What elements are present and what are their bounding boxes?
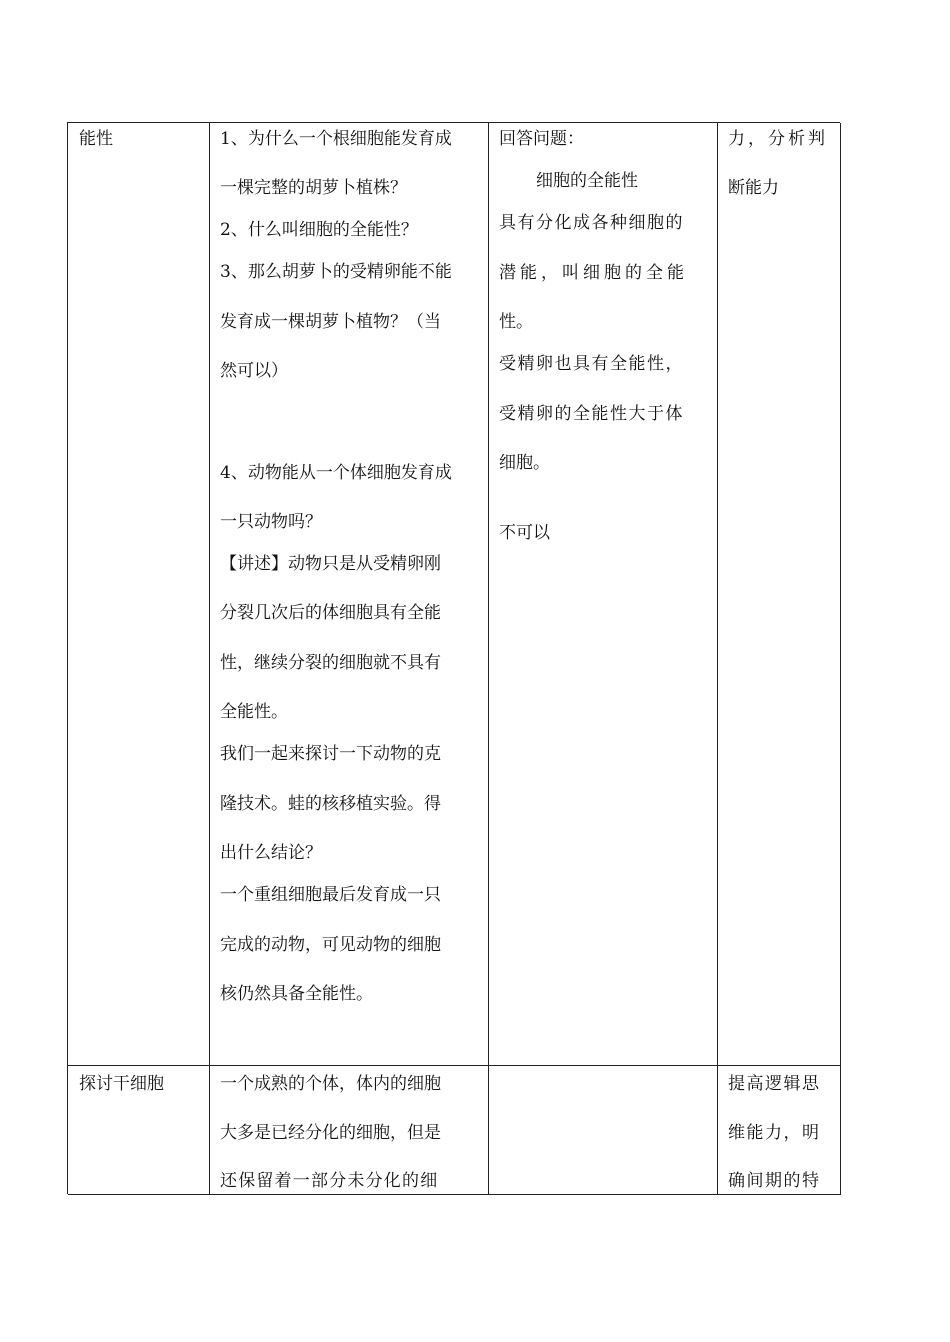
question-line: 全能性。 [220, 702, 288, 722]
student-activity-cell [489, 123, 718, 1066]
topic-text: 能性 [79, 129, 113, 149]
student-activity-cell [489, 1066, 718, 1195]
teacher-activity-cell [210, 1066, 489, 1195]
question-line: 一棵完整的胡萝卜植株？ [220, 178, 407, 198]
answer-line: 潜能，叫细胞的全能 [499, 263, 688, 283]
goal-line: 维能力，明 [728, 1123, 821, 1143]
answer-line: 受精卵的全能性大于体 [499, 404, 684, 424]
question-line: 2、什么叫细胞的全能性？ [220, 220, 418, 240]
question-line: 1、为什么一个根细胞能发育成 [220, 129, 452, 149]
question-line: 一只动物吗？ [220, 512, 322, 532]
goal-line: 确间期的特 [728, 1171, 821, 1191]
topic-cell [68, 1066, 210, 1195]
design-intent-cell [718, 1066, 841, 1195]
question-line: 完成的动物，可见动物的细胞 [220, 935, 441, 955]
answer-line: 具有分化成各种细胞的 [499, 213, 684, 233]
answer-line: 回答问题： [499, 129, 584, 149]
question-line: 【讲述】动物只是从受精卵刚 [220, 554, 441, 574]
question-line: 隆技术。蛙的核移植实验。得 [220, 794, 441, 814]
content-line: 大多是已经分化的细胞，但是 [220, 1123, 441, 1143]
topic-cell [68, 123, 210, 1066]
design-intent-cell [718, 123, 841, 1066]
answer-line: 性。 [499, 312, 533, 332]
goal-line: 力，分析判 [728, 129, 828, 149]
answer-line: 细胞。 [499, 453, 550, 473]
lesson-plan-table [67, 122, 840, 1194]
goal-line: 断能力 [728, 178, 779, 198]
answer-line: 细胞的全能性 [536, 171, 638, 191]
question-line: 3、那么胡萝卜的受精卵能不能 [220, 262, 452, 282]
question-line: 性，继续分裂的细胞就不具有 [220, 653, 441, 673]
topic-text: 探讨干细胞 [79, 1074, 164, 1094]
content-line: 还保留着一部分未分化的细 [220, 1171, 439, 1191]
question-line: 出什么结论？ [220, 843, 322, 863]
answer-line: 不可以 [499, 523, 550, 543]
answer-line: 受精卵也具有全能性， [499, 354, 684, 374]
content-line: 一个成熟的个体，体内的细胞 [220, 1074, 441, 1094]
question-line: 发育成一棵胡萝卜植物？（当 [220, 312, 441, 332]
question-line: 我们一起来探讨一下动物的克 [220, 744, 441, 764]
question-line: 分裂几次后的体细胞具有全能 [220, 603, 441, 623]
goal-line: 提高逻辑思 [728, 1074, 821, 1094]
question-line: 4、动物能从一个体细胞发育成 [220, 463, 452, 483]
question-line: 核仍然具备全能性。 [220, 984, 373, 1004]
question-line: 然可以） [220, 361, 288, 381]
teacher-activity-cell [210, 123, 489, 1066]
question-line: 一个重组细胞最后发育成一只 [220, 885, 441, 905]
